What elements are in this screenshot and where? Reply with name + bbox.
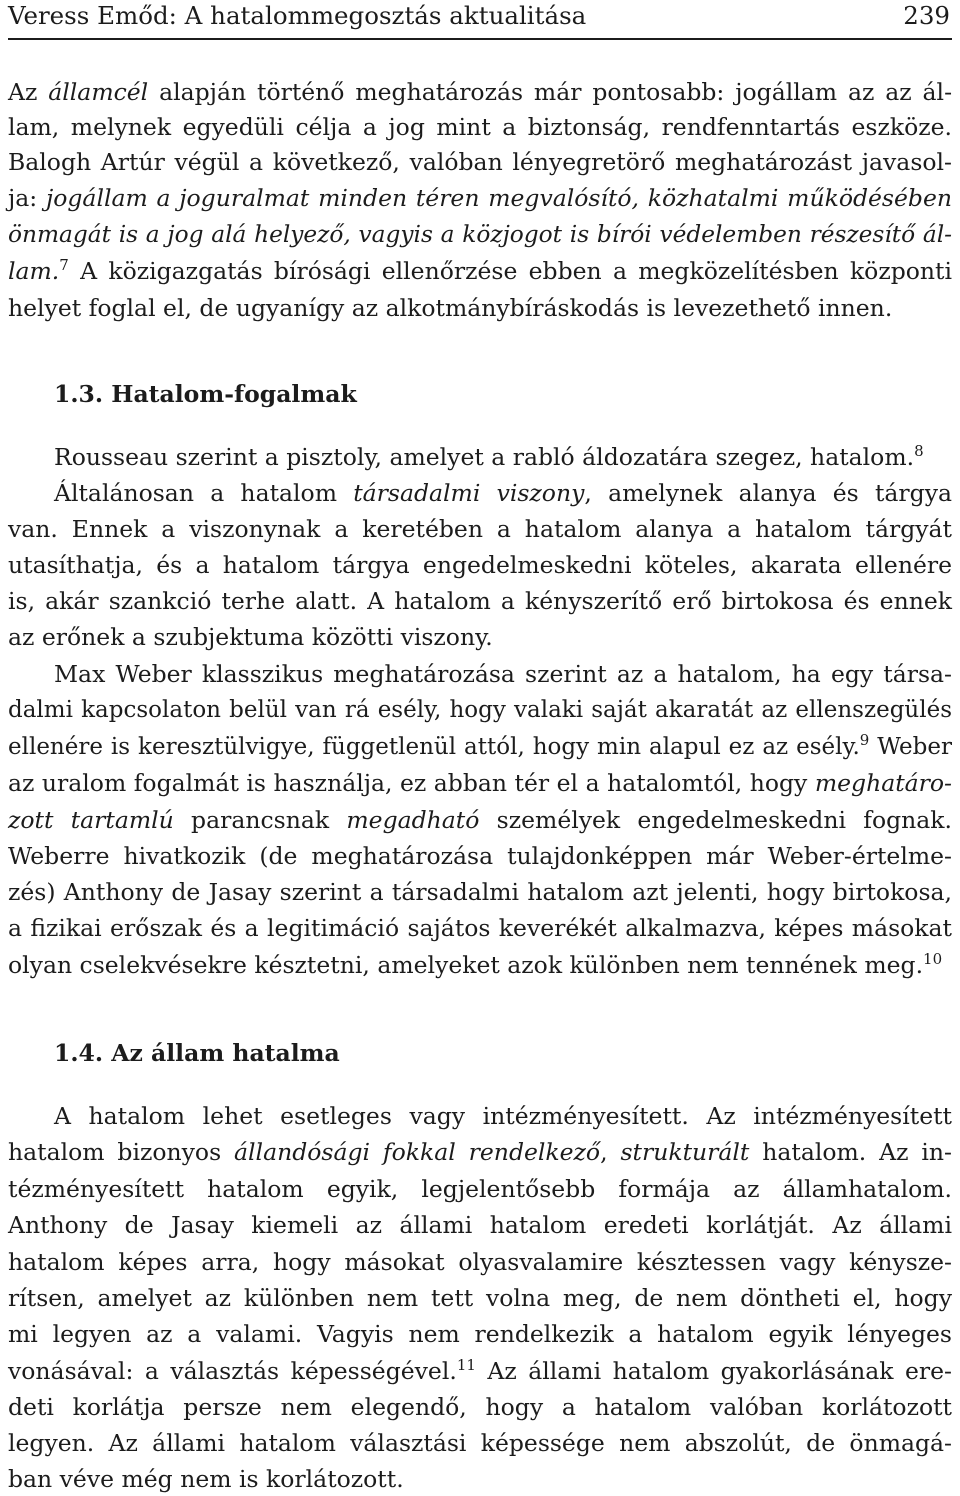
text-line: a fizikai erőszak és a legitimáció sajátos keverékét alkalmazva, képes másokat: [8, 914, 952, 942]
footnote-ref[interactable]: 10: [923, 950, 943, 968]
text-line: Balogh Artúr végül a következő, valóban lényegretörő meghatározást javasol-: [8, 148, 952, 176]
page-number: 239: [903, 1, 950, 30]
text-line: legyen. Az állami hatalom választási képessége nem abszolút, de önmagá-: [8, 1429, 952, 1457]
text-line: lam.$^7$ A közigazgatás bírósági ellenőrzése ebben a megközelítésben központi: [8, 256, 952, 285]
text-line: az uralom fogalmát is használja, ez abban tér el a hatalomtól, hogy meghatáro-: [8, 769, 952, 797]
text-line: Weberre hivatkozik (de meghatározása tulajdonképpen már Weber-értelme-: [8, 842, 952, 870]
text-line: ja: jogállam a joguralmat minden téren megvalósító, közhatalmi működésében: [8, 184, 952, 212]
text-line: Anthony de Jasay kiemeli az állami hatalom eredeti korlátját. Az állami: [8, 1211, 952, 1239]
text-line: Az államcél alapján történő meghatározás már pontosabb: jogállam az az ál-: [8, 78, 953, 106]
text-line: mi legyen az a valami. Vagyis nem rendelkezik a hatalom egyik lényeges: [8, 1320, 952, 1348]
text-line: Max Weber klasszikus meghatározása szerint az a hatalom, ha egy társa-: [54, 660, 952, 688]
text-line: olyan cselekvésekre késztetni, amelyeket azok különben nem tennének meg.$^{10}$: [8, 950, 943, 979]
footnote-ref[interactable]: 11: [456, 1356, 476, 1374]
running-title: Veress Emőd: A hatalommegosztás aktualitása: [8, 1, 587, 30]
text-line: lam, melynek egyedüli célja a jog mint a biztonság, rendfenntartás eszköze.: [8, 113, 952, 141]
text-line: utasíthatja, és a hatalom tárgya engedelmeskedni köteles, akarata ellenére: [8, 551, 952, 579]
text-line: Rousseau szerint a pisztoly, amelyet a rabló áldozatára szegez, hatalom.$^8$: [54, 442, 924, 471]
footnote-ref[interactable]: 7: [59, 256, 69, 274]
text-line: rítsen, amelyet az különben nem tett volna meg, de nem döntheti el, hogy: [8, 1284, 952, 1312]
text-line: hatalom képes arra, hogy másokat olyasvalamire késztessen vagy kénysze-: [8, 1248, 952, 1276]
text-line: tézményesített hatalom egyik, legjelentősebb formája az államhatalom.: [8, 1175, 952, 1203]
text-line: A hatalom lehet esetleges vagy intézményesített. Az intézményesített: [54, 1102, 952, 1130]
text-line: is, akár szankció terhe alatt. A hatalom a kényszerítő erő birtokosa és ennek: [8, 587, 952, 615]
text-line: hatalom bizonyos állandósági fokkal rendelkező, strukturált hatalom. Az in-: [8, 1138, 952, 1166]
text-line: önmagát is a jog alá helyező, vagyis a közjogot is bírói védelemben részesítő ál-: [8, 221, 952, 248]
text-line: vonásával: a választás képességével.$^{11}$ Az állami hatalom gyakorlásának ere-: [8, 1356, 952, 1385]
footnote-ref[interactable]: 9: [859, 731, 870, 749]
text-line: helyet foglal el, de ugyanígy az alkotmánybíráskodás is levezethető innen.: [8, 294, 893, 322]
text-line: ellenére is keresztülvigye, függetlenül attól, hogy min alapul ez az esély.$^9$ Weber: [8, 731, 952, 760]
text-line: van. Ennek a viszonynak a keretében a hatalom alanya a hatalom tárgyát: [8, 515, 952, 543]
text-line: az erőnek a szubjektuma közötti viszony.: [8, 623, 493, 651]
section-heading: 1.4. Az állam hatalma: [54, 1039, 340, 1067]
text-line: deti korlátja persze nem elegendő, hogy a hatalom valóban korlátozott: [8, 1393, 952, 1421]
footnote-ref[interactable]: 8: [914, 442, 924, 460]
section-heading: 1.3. Hatalom-fogalmak: [54, 380, 357, 408]
text-line: zott tartamlú parancsnak megadható személyek engedelmeskedni fognak.: [8, 806, 953, 834]
text-line: zés) Anthony de Jasay szerint a társadalmi hatalom azt jelenti, hogy birtokosa,: [8, 878, 952, 906]
text-line: ban véve még nem is korlátozott.: [8, 1465, 404, 1493]
text-line: dalmi kapcsolaton belül van rá esély, hogy valaki saját akaratát az ellenszegülés: [8, 697, 952, 723]
text-line: Általánosan a hatalom társadalmi viszony, amelynek alanya és tárgya: [54, 479, 952, 507]
running-header: [8, 0, 952, 40]
